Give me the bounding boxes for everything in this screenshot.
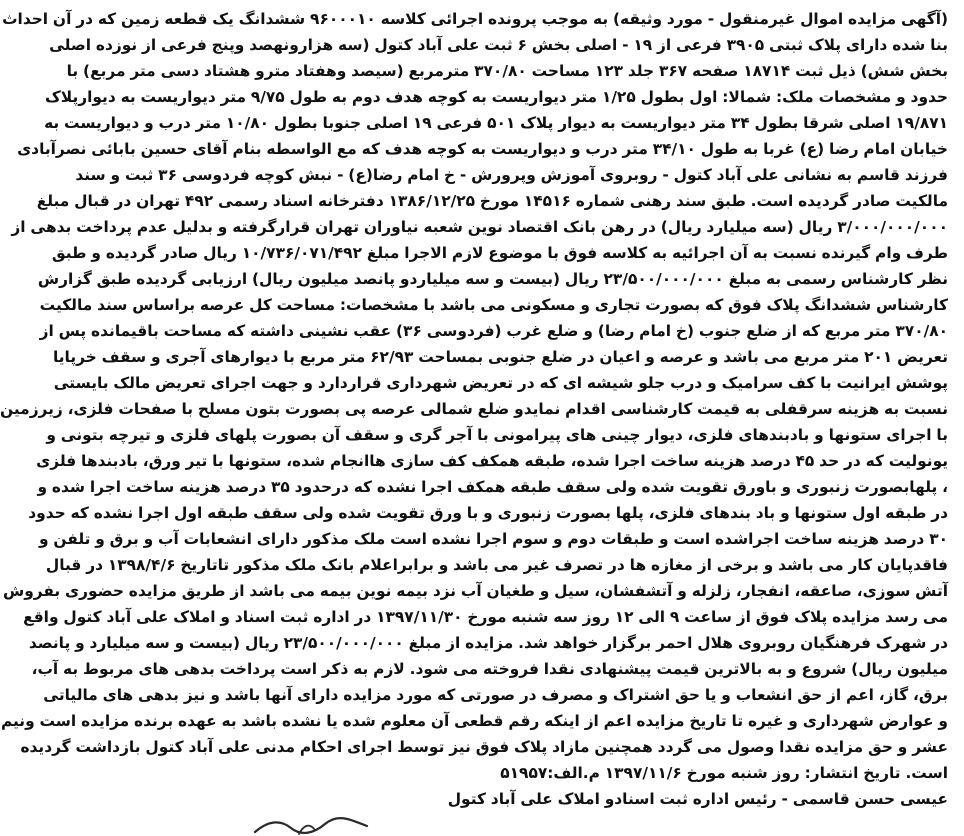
notice-line-18: یونولیت که در حد ۴۵ درصد هزینه ساخت اجرا شده، طبقه همکف کف سازی هاانجام شده، ستونها با تیر ورق، بادبندها فلزی [36,452,948,470]
notice-line-4: حدود و مشخصات ملک: شمالا: اول بطول ۱/۲۵ متر دیواریست به کوچه هدف دوم به طول ۹/۷۵ متر دیواریست به دیوارپلاک [45,88,948,106]
notice-line-5: ۱۹/۸۷۱ اصلی شرقا بطول ۳۴ متر دیواریست به دیوار پلاک ۵۰۱ فرعی ۱۹ اصلی جنوبا بطول ۱۰/۸۰ متر درب و دیواریست به [44,114,948,132]
notice-line-2: بنا شده دارای پلاک ثبتی ۳۹۰۵ فرعی از ۱۹ - اصلی بخش ۶ ثبت علی آباد کتول (سه هزارونهصد وپنج فرعی از نوزده اصلی [49,36,948,54]
notice-line-21: ۳۰ درصد هزینه ساخت اجراشده است و طبقات دوم و سوم اجرا نشده است ملک مذکور دارای انشعابات آب و برق و تلفن و [38,530,948,548]
notice-line-24: می رسد مزایده پلاک فوق از ساعت ۹ الی ۱۲ روز سه شنبه مورخ ۱۳۹۷/۱۱/۳۰ در اداره ثبت اسناد و املاک علی آباد کتول واقع [23,608,948,626]
notice-line-29: عشر و حق مزایده نقدا وصول می گردد همچنین مازاد پلاک فوق نیز توسط اجرای احکام مدنی علی آباد کتول بازداشت گردیده [20,738,948,756]
notice-line-17: با اجرای ستونها و بادبندهای فلزی، دیوار چینی های پیرامونی با آجر گری و سقف آن بصورت پلهای فلزی و تیرچه بتونی و [46,426,948,444]
notice-line-23: آتش سوزی، صاعقه، انفجار، زلزله و آتشفشان، سیل و طغیان آب نزد بیمه نوین بیمه می باشد از طریق مزایده حضوری بفروش [2,582,948,600]
notice-line-28: و عوارض شهرداری و غیره تا تاریخ مزایده اعم از اینکه رقم قطعی آن معلوم شده یا نشده باشد به عهده برنده مزایده است ونیم [0,712,948,730]
notice-line-14: تعریض ۲۰۱ متر مربع می باشد و عرصه و اعیان در ضلع جنوبی بمساحت ۶۲/۹۳ متر مربع با دیوارهای آجری و سقف خرپایا [52,348,948,366]
notice-line-19: ، پلهابصورت زنبوری و باورق تقویت شده ولی سقف طبقه همکف اجرا نشده که درحدود ۳۵ درصد هزینه ساخت اجرا شده و [37,478,948,496]
notice-line-12: کارشناس ششدانگ پلاک فوق که بصورت تجاری و مسکونی می باشد با مشخصات: مساحت کل عرصه براساس سند مالکیت [39,296,948,314]
notice-line-11: نظر کارشناس رسمی به مبلغ ۲۳/۵۰۰/۰۰۰/۰۰۰ ریال (بیست و سه میلیاردو پانصد میلیون ریال) ارزیابی گردیده طبق گزارش [37,270,948,288]
notice-line-26: میلیون ریال) شروع و به بالاترین قیمت پیشنهادی نقدا فروخته می شود. لازم به ذکر است پرداخت بدهی های مربوط به آب، [31,660,948,678]
notice-line-8: مالکیت صادر گردیده است. طبق سند رهنی شماره ۱۴۵۱۶ مورخ ۱۳۸۶/۱۲/۲۵ دفترخانه اسناد رسمی ۴۹۲ تهران در قبال مبلغ [36,192,948,210]
notice-line-6: خیابان امام رضا (ع) غربا به طول ۳۴/۱۰ متر درب و دیواریست به کوچه هدف که مع الواسطه بنام آقای حسین بابائی نصرآبادی [17,140,948,158]
notice-line-3: بخش شش) ذیل ثبت ۱۸۷۱۴ صفحه ۳۶۷ جلد ۱۲۳ مساحت ۳۷۰/۸۰ مترمربع (سیصد وهفتاد مترو هشتاد دسی متر مربع) با [66,62,948,80]
issuer-signature-line: عیسی حسن قاسمی - رئیس اداره ثبت اسنادو املاک علی آباد کتول [447,790,948,808]
notice-line-16: نسبت به هزینه سرقفلی به قیمت کارشناسی اقدام نمایدو ضلع شمالی عرصه پی بصورت بتون مسلح با صفحات فلزی، زیرزمین [0,400,948,418]
publication-date-line: است. تاریخ انتشار: روز شنبه مورخ ۱۳۹۷/۱۱/۶ م.الف:۵۱۹۵۷ [500,764,948,782]
notice-line-10: طرف وام گیرنده نسبت به آن اجرائیه به کلاسه فوق با موضوع لازم الاجرا مبلغ ۱۰/۷۳۶/۰۷۱/۴۹۲ ریال صادر گردیده و طبق [51,244,948,262]
notice-line-20: در طبقه اول ستونها و باد بندهای فلزی، پلها بصورت زنبوری و با ورق تقویت شده ولی سقف طبقه اول اجرا نشده که حدود [28,504,948,522]
notice-line-7: فرزند قاسم به نشانی علی آباد کتول - روبروی آموزش وپرورش - خ امام رضا(ع) - نبش کوچه فردوسی ۳۶ ثبت و سند [75,166,948,184]
notice-line-15: پوشش ایرانیت با کف سرامیک و درب جلو شیشه ای که در تعریض شهرداری قراردارد و جهت اجرای تعریض مالک بایستی [53,374,948,392]
notice-line-22: فاقدپایان کار می باشد و برخی از مغازه ها در تصرف غیر می باشد و برابراعلام بانک ملک مذکور تاتاریخ ۱۳۹۸/۴/۶ در قبال [45,556,948,574]
notice-text-block [0,6,954,830]
handwritten-signature-mark [251,814,371,836]
notice-line-13: ۳۷۰/۸۰ متر مربع که از ضلع جنوب (خ امام رضا) و ضلع غرب (فردوسی ۳۶) عقب نشینی داشته که مساحت باقیمانده پس از [39,322,948,340]
notice-line-25: در شهرک فرهنگیان روبروی هلال احمر برگزار خواهد شد. مزایده از مبلغ ۲۳/۵۰۰/۰۰۰/۰۰۰ ریال (بیست و سه میلیارد و پانصد [28,634,948,652]
notice-line-27: برق، گاز، اعم از حق انشعاب و یا حق اشتراک و مصرف در صورتی که مورد مزایده دارای آنها باشد و نیز بدهی های مالیاتی [43,686,948,704]
notice-line-9: ۳/۰۰۰/۰۰۰/۰۰۰ ریال (سه میلیارد ریال) در رهن بانک اقتصاد نوین شعبه نیاوران تهران قرارگرفته و بدلیل عدم پرداخت بدهی از [11,218,948,236]
notice-line-1: (آگهی مزایده اموال غیرمنقول - مورد وثیقه) به موجب پرونده اجرائی کلاسه ۹۶۰۰۰۱۰ ششدانگ یک قطعه زمین که در آن احداث [2,10,948,28]
